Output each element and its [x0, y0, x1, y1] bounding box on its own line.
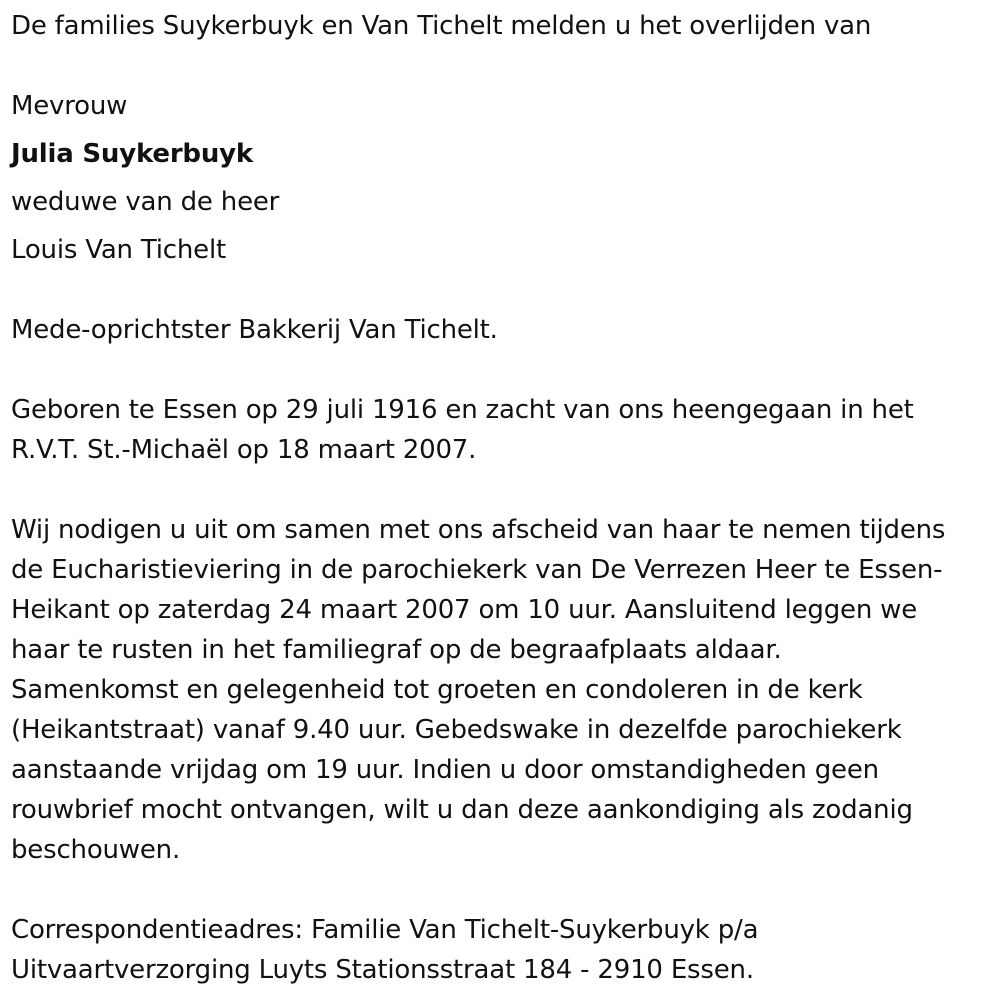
invitation-paragraph: [11, 510, 945, 870]
address-line: Uitvaartverzorging Luyts Stationsstraat 184 - 2910 Essen.: [11, 955, 754, 985]
intro-text: De families Suykerbuyk en Van Tichelt melden u het overlijden van: [11, 11, 872, 41]
deceased-name: Julia Suykerbuyk: [11, 139, 253, 169]
husband-name: Louis Van Tichelt: [11, 235, 226, 265]
widow-of-text: weduwe van de heer: [11, 187, 280, 217]
invitation-line: Wij nodigen u uit om samen met ons afscheid van haar te nemen tijdens: [11, 515, 946, 545]
invitation-line: (Heikantstraat) vanaf 9.40 uur. Gebedswake in dezelfde parochiekerk: [11, 715, 902, 745]
invitation-line: haar te rusten in het familiegraf op de begraafplaats aldaar.: [11, 635, 782, 665]
correspondence-address: [11, 910, 758, 990]
invitation-line: beschouwen.: [11, 835, 181, 865]
invitation-line: aanstaande vrijdag om 19 uur. Indien u door omstandigheden geen: [11, 755, 879, 785]
birth-paragraph: [11, 390, 914, 470]
invitation-line: de Eucharistieviering in de parochiekerk van De Verrezen Heer te Essen-: [11, 555, 943, 585]
invitation-line: Heikant op zaterdag 24 maart 2007 om 10 uur. Aansluitend leggen we: [11, 595, 918, 625]
honorific: Mevrouw: [11, 91, 128, 121]
birth-line: Geboren te Essen op 29 juli 1916 en zacht van ons heengegaan in het: [11, 395, 914, 425]
invitation-line: rouwbrief mocht ontvangen, wilt u dan deze aankondiging als zodanig: [11, 795, 913, 825]
role-text: Mede-oprichtster Bakkerij Van Tichelt.: [11, 315, 498, 345]
invitation-line: Samenkomst en gelegenheid tot groeten en condoleren in de kerk: [11, 675, 863, 705]
birth-line: R.V.T. St.-Michaël op 18 maart 2007.: [11, 435, 477, 465]
address-line: Correspondentieadres: Familie Van Tichelt-Suykerbuyk p/a: [11, 915, 759, 945]
